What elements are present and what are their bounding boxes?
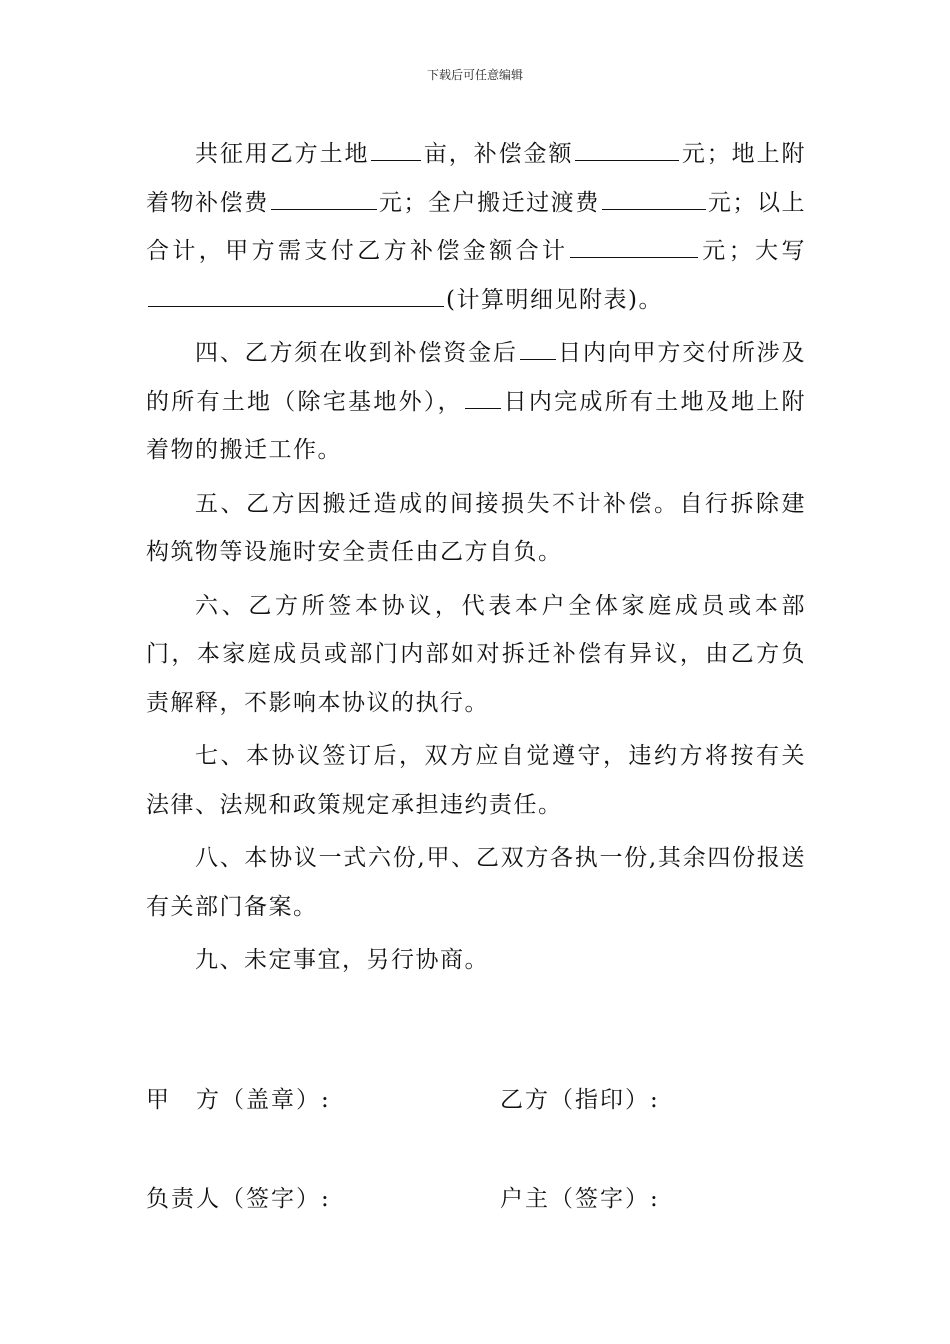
paragraph-7: 七、本协议签订后，双方应自觉遵守，违约方将按有关法律、法规和政策规定承担违约责任。 <box>146 743 806 818</box>
blank-days-relocation <box>465 388 501 409</box>
blank-attachment-fee <box>271 189 377 210</box>
blank-compensation-amount <box>575 140 679 161</box>
party-a-seal-label: 甲 方（盖章）: <box>146 1087 331 1113</box>
document-body <box>146 130 806 990</box>
text: 元；大写 <box>700 238 807 264</box>
text: 日内完成所有土地及地上附着物的搬迁工作。 <box>146 388 807 463</box>
paragraph-9: 九、未定事宜，另行协商。 <box>195 947 489 973</box>
text: 四、乙方须在收到补偿资金后 <box>195 340 518 366</box>
text: 日内向甲方交付所涉及的所有土地（除宅基地外）， <box>146 340 807 415</box>
page-header: 下载后可任意编辑 <box>426 68 523 82</box>
paragraph-8: 八、本协议一式六份,甲、乙双方各执一份,其余四份报送有关部门备案。 <box>146 845 806 920</box>
text: 共征用乙方土地 <box>195 141 370 167</box>
text: 元；全户搬迁过渡费 <box>378 189 600 216</box>
blank-amount-in-words <box>148 286 444 307</box>
paragraph-6: 六、乙方所签本协议，代表本户全体家庭成员或本部门，本家庭成员或部门内部如对拆迁补偿有异议，由乙方负责解释，不影响本协议的执行。 <box>146 592 806 716</box>
blank-transition-fee <box>602 189 706 210</box>
paragraph-5: 五、乙方因搬迁造成的间接损失不计补偿。自行拆除建构筑物等设施时安全责任由乙方自负。 <box>146 490 806 565</box>
text: 亩，补偿金额 <box>423 141 574 167</box>
text: 元；以上合计，甲方需支付乙方补偿金额合计 <box>146 189 807 264</box>
paragraph-compensation <box>146 130 806 324</box>
paragraph-4 <box>146 329 806 475</box>
blank-land-area <box>371 140 421 161</box>
householder-signature-label: 户主（签字）: <box>500 1186 660 1212</box>
responsible-signature-label: 负责人（签字）: <box>146 1186 331 1212</box>
party-b-fingerprint-label: 乙方（指印）: <box>500 1087 660 1113</box>
blank-days-delivery <box>520 339 556 360</box>
blank-total-amount <box>570 237 698 258</box>
text: (计算明细见附表)。 <box>446 286 663 313</box>
text: 元；地上附着物补偿费 <box>146 141 807 216</box>
